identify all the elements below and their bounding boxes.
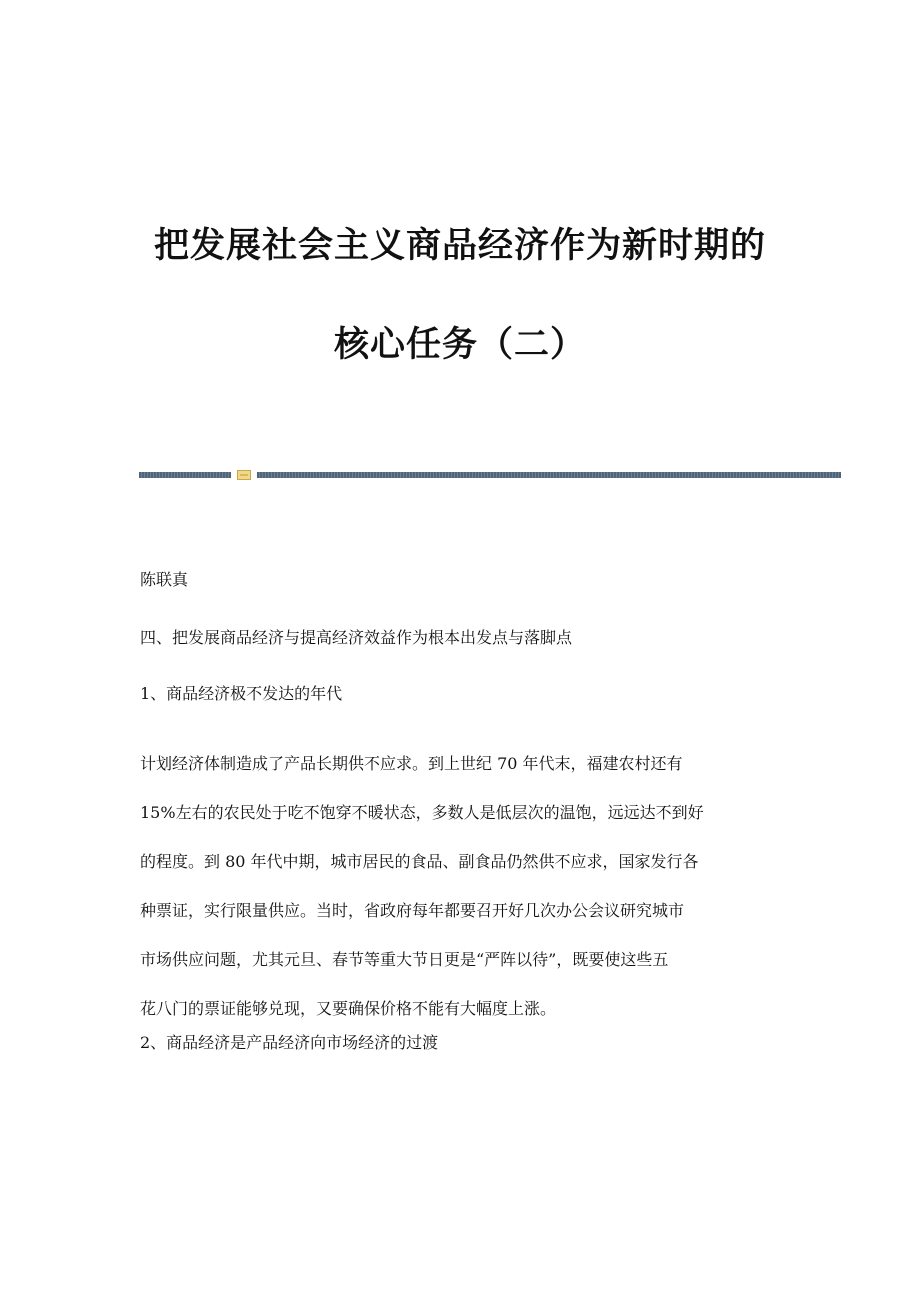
title-divider [139,470,841,480]
divider-bar-left [139,472,231,478]
divider-ornament-icon [237,470,251,480]
paragraph-line: 的程度。到 80 年代中期，城市居民的食品、副食品仍然供不应求，国家发行各 [140,852,699,871]
subheading-2: 2、商品经济是产品经济向市场经济的过渡 [140,1033,439,1052]
paragraph-line: 市场供应问题，尤其元旦、春节等重大节日更是“严阵以待”，既要使这些五 [140,950,669,969]
subheading-1: 1、商品经济极不发达的年代 [140,684,343,703]
paragraph-line: 花八门的票证能够兑现，又要确保价格不能有大幅度上涨。 [140,999,557,1018]
author-name: 陈联真 [140,570,189,589]
section-heading: 四、把发展商品经济与提高经济效益作为根本出发点与落脚点 [140,628,573,647]
document-title-line-1: 把发展社会主义商品经济作为新时期的 [153,226,766,266]
paragraph-line: 计划经济体制造成了产品长期供不应求。到上世纪 70 年代末，福建农村还有 [140,754,683,773]
document-title-line-2: 核心任务（二） [333,325,586,365]
paragraph-line: 15%左右的农民处于吃不饱穿不暖状态，多数人是低层次的温饱，远远达不到好 [140,803,704,822]
paragraph-line: 种票证，实行限量供应。当时，省政府每年都要召开好几次办公会议研究城市 [140,901,685,920]
body-paragraph [140,739,790,1033]
divider-bar-right [257,472,841,478]
